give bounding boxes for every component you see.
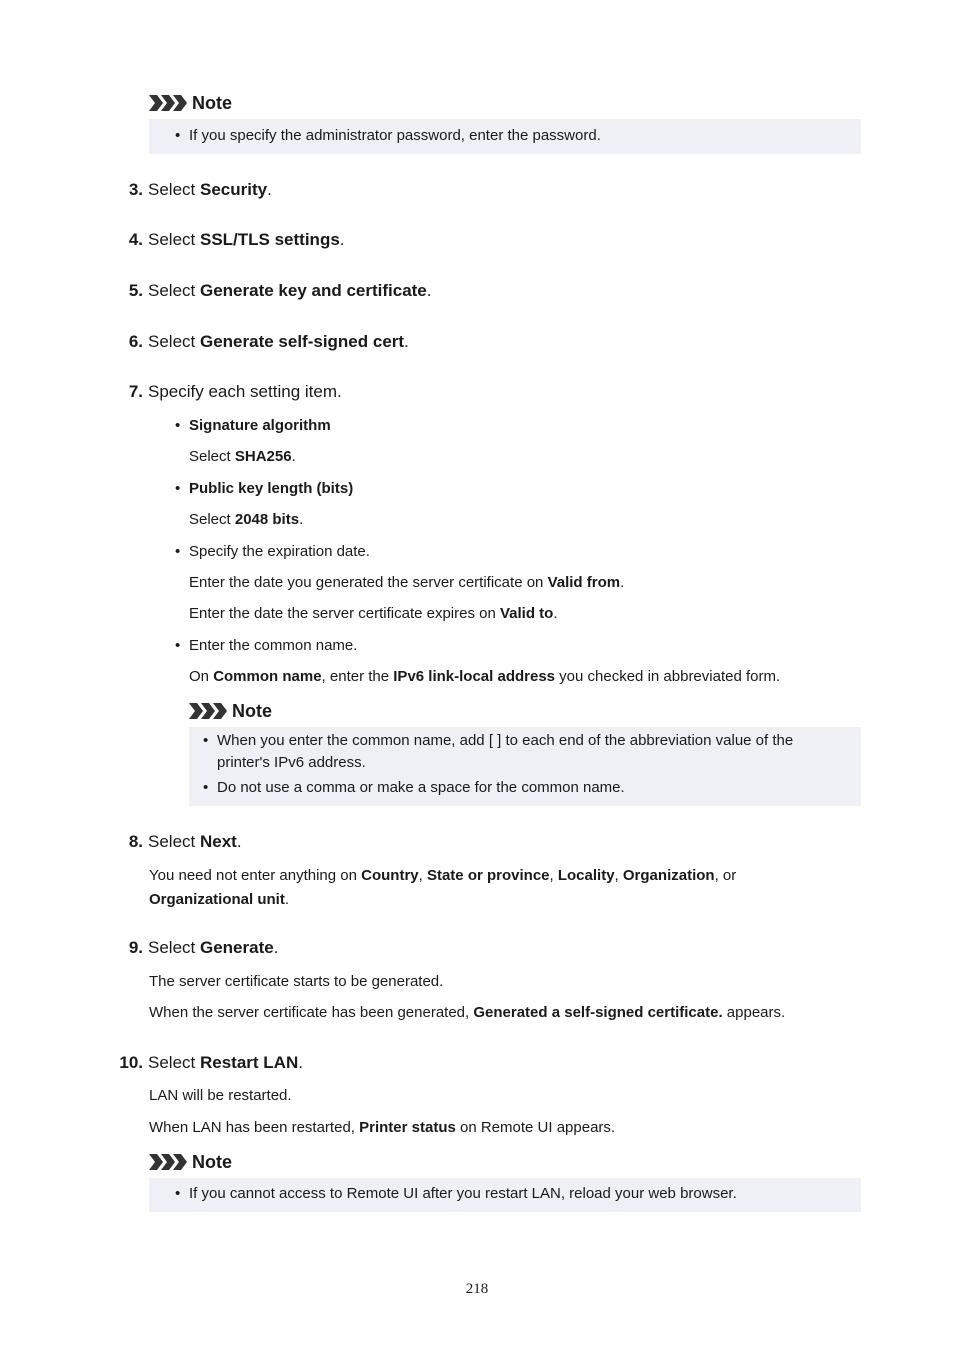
public-key-length-value: Select 2048 bits. [189, 511, 304, 528]
step-8-description: You need not enter anything on Country, State or province, Locality, Organization, or Organizational unit. [149, 867, 737, 908]
valid-from-text: Enter the date you generated the server certificate on Valid from. [189, 574, 625, 591]
note-arrows-icon [149, 1154, 189, 1170]
valid-to-text: Enter the date the server certificate expires on Valid to. [189, 605, 558, 622]
step-9-text-1: The server certificate starts to be generated. [149, 973, 444, 990]
step-9-text-2: When the server certificate has been generated, Generated a self-signed certificate. appears. [149, 1004, 786, 1021]
page-number: 218 [465, 1281, 489, 1297]
signature-algorithm-value: Select SHA256. [189, 448, 296, 465]
note-box: • If you specify the administrator password, enter the password. [149, 119, 861, 154]
step-10-text-2: When LAN has been restarted, Printer status on Remote UI appears. [149, 1119, 616, 1136]
step-10-text-1: LAN will be restarted. [149, 1087, 292, 1104]
common-name-text: On Common name, enter the IPv6 link-local address you checked in abbreviated form. [189, 668, 781, 685]
note-heading [149, 92, 269, 116]
note-label: Note [232, 701, 272, 721]
note-heading [149, 1151, 269, 1175]
note-arrows-icon [189, 703, 229, 719]
note-arrows-icon [149, 95, 189, 111]
note-box: • When you enter the common name, add [ ] to each end of the abbreviation value of the printer's IPv6 address. • Do not use a comma or make a space for the common name. [189, 727, 861, 806]
note-box: • If you cannot access to Remote UI after you restart LAN, reload your web browser. [149, 1178, 861, 1212]
note-label: Note [192, 93, 232, 113]
note-heading [189, 700, 309, 724]
note-label: Note [192, 1152, 232, 1172]
